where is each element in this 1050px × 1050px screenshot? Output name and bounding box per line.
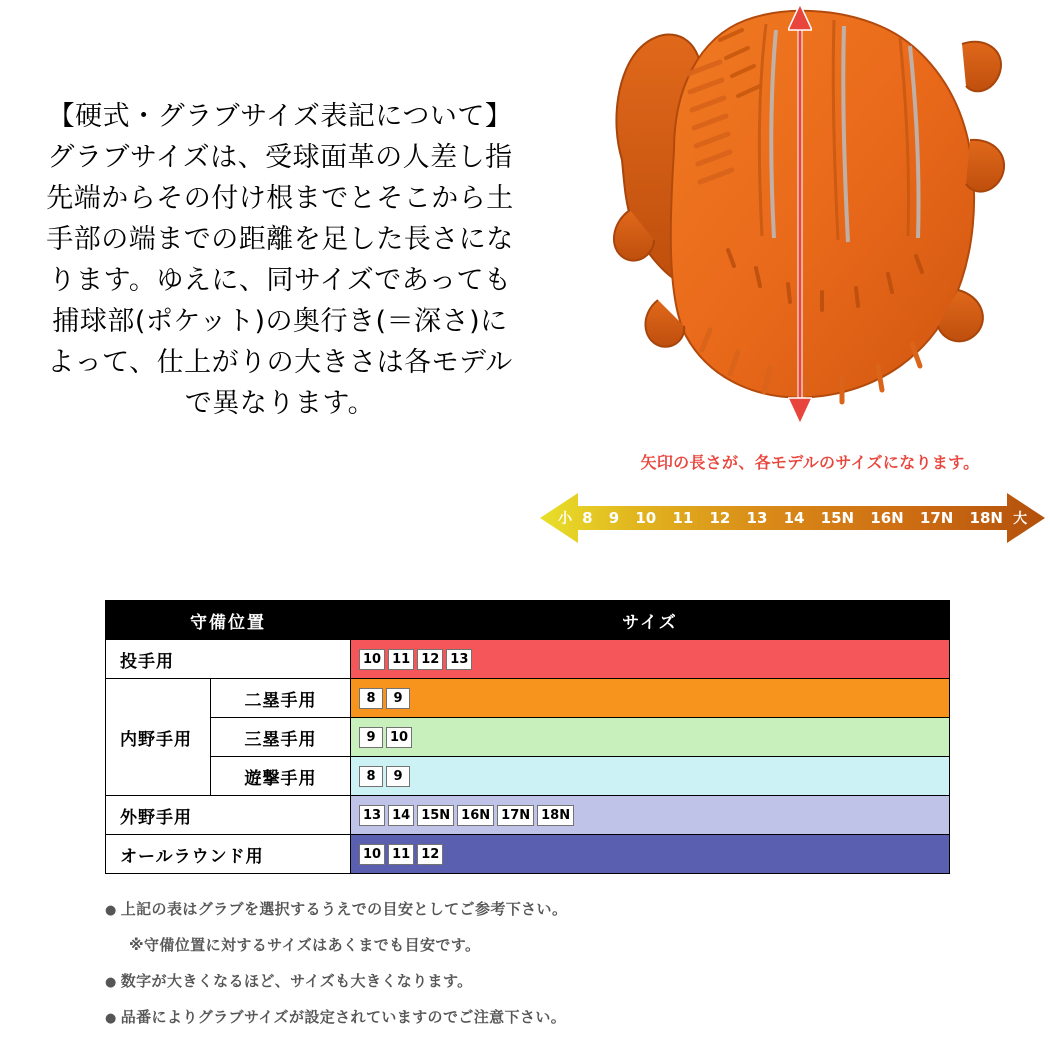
size-chip: 10 (386, 727, 412, 748)
size-tick-17N: 17N (919, 509, 954, 527)
size-chip: 14 (388, 805, 414, 826)
size-tick-18N: 18N (969, 509, 1003, 527)
note-text-1: ※守備位置に対するサイズはあくまでも目安です。 (129, 936, 481, 954)
table-header-row (106, 601, 950, 640)
size-tick-9: 9 (608, 509, 620, 527)
bullet-icon: ● (105, 1011, 117, 1026)
size-chip: 12 (417, 844, 443, 865)
description-line-5: 捕球部(ポケット)の奥行き(＝深さ)に (52, 306, 508, 338)
table-notes (105, 898, 945, 1042)
baseball-glove-illustration (570, 0, 1050, 450)
size-scale-left-label: 小 (558, 511, 572, 527)
row-label-infield: 内野手用 (106, 679, 211, 796)
description-line-4: ります。ゆえに、同サイズであっても (48, 265, 512, 297)
size-chip: 8 (359, 766, 383, 787)
row-label-outfield: 外野手用 (106, 796, 351, 835)
size-scale-right-label: 大 (1013, 511, 1028, 527)
glove-size-description (0, 96, 560, 424)
size-measure-arrow-icon (788, 4, 812, 424)
note-text-3: 品番によりグラブサイズが設定されていますのでご注意下さい。 (120, 1008, 567, 1026)
note-text-2: 数字が大きくなるほど、サイズも大きくなります。 (120, 972, 473, 990)
description-line-3: 手部の端までの距離を足した長さにな (46, 224, 514, 256)
description-line-0: 【硬式・グラブサイズ表記について】 (47, 101, 513, 132)
note-item-0 (105, 898, 945, 919)
note-item-1 (105, 934, 945, 955)
size-chip: 11 (388, 844, 414, 865)
note-item-2 (105, 970, 945, 991)
description-line-6: よって、仕上がりの大きさは各モデル (47, 347, 513, 379)
row-sizes-pitcher (351, 640, 950, 679)
table-row (106, 679, 950, 718)
size-chip: 18N (537, 805, 574, 826)
size-chip: 15N (417, 805, 454, 826)
size-chip: 9 (386, 766, 410, 787)
table-row (106, 718, 950, 757)
row-sublabel-third-base: 三塁手用 (211, 718, 351, 757)
row-sublabel-shortstop: 遊撃手用 (211, 757, 351, 796)
glove-arrow-caption: 矢印の長さが、各モデルのサイズになります。 (640, 453, 980, 472)
size-tick-10: 10 (635, 509, 657, 527)
size-scale-bar (540, 487, 1045, 549)
size-chip: 12 (417, 649, 443, 670)
size-chip: 9 (359, 727, 383, 748)
size-scale-labels (540, 487, 1045, 549)
description-line-7: で異なります。 (184, 388, 376, 420)
size-chip: 10 (359, 844, 385, 865)
note-item-3 (105, 1006, 945, 1027)
size-tick-13: 13 (746, 509, 768, 527)
table-row (106, 640, 950, 679)
size-chip: 9 (386, 688, 410, 709)
header-size: サイズ (351, 601, 950, 640)
table-row (106, 835, 950, 874)
table-row (106, 757, 950, 796)
row-sizes-shortstop (351, 757, 950, 796)
bullet-icon: ● (105, 975, 117, 990)
row-sizes-second-base (351, 679, 950, 718)
size-chip: 13 (446, 649, 472, 670)
row-sizes-third-base (351, 718, 950, 757)
row-label-pitcher: 投手用 (106, 640, 351, 679)
row-label-allround: オールラウンド用 (106, 835, 351, 874)
size-chip: 8 (359, 688, 383, 709)
size-chip: 17N (497, 805, 534, 826)
size-chip: 11 (388, 649, 414, 670)
row-sublabel-second-base: 二塁手用 (211, 679, 351, 718)
size-tick-16N: 16N (870, 509, 904, 527)
size-tick-11: 11 (672, 509, 694, 527)
position-size-table (105, 600, 950, 874)
header-position: 守備位置 (106, 601, 351, 640)
size-tick-15N: 15N (820, 509, 855, 527)
note-text-0: 上記の表はグラブを選択するうえでの目安としてご参考下さい。 (120, 900, 568, 918)
description-line-2: 先端からその付け根までとそこから土 (46, 183, 514, 215)
row-sizes-allround (351, 835, 950, 874)
size-tick-14: 14 (783, 509, 805, 527)
bullet-icon: ● (105, 903, 117, 918)
size-chip: 13 (359, 805, 385, 826)
size-chip: 16N (457, 805, 494, 826)
size-tick-12: 12 (709, 509, 731, 527)
table-row (106, 796, 950, 835)
description-line-1: グラブサイズは、受球面革の人差し指 (47, 142, 513, 174)
size-chip: 10 (359, 649, 385, 670)
size-tick-8: 8 (582, 509, 593, 527)
row-sizes-outfield (351, 796, 950, 835)
